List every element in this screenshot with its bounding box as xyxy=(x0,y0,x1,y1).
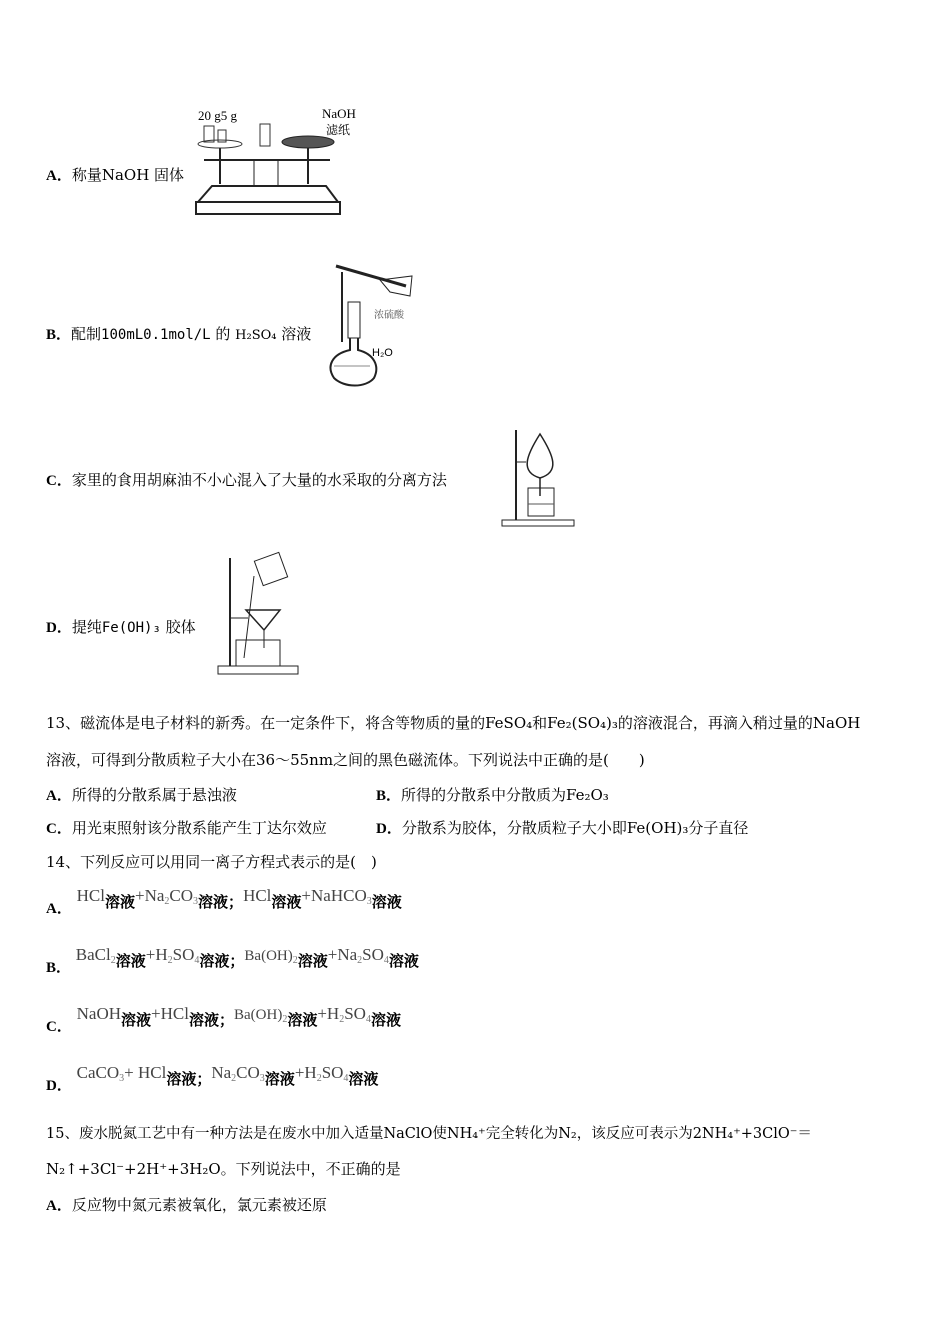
reactant: $Ba(OH)_2$ xyxy=(244,948,298,966)
option-label: A． xyxy=(46,1198,72,1214)
option-c-row xyxy=(46,469,447,490)
q14-option-a xyxy=(46,886,402,918)
solution-word: 溶液 xyxy=(271,893,302,911)
option-label: C． xyxy=(46,1019,72,1035)
reactant: $Ba(OH)_2$ xyxy=(234,1007,288,1025)
volumetric-flask-figure xyxy=(320,262,420,392)
option-text: 用光束照射该分散系能产生丁达尔效应 xyxy=(71,819,327,837)
solution-word: 溶液 xyxy=(370,1011,401,1029)
question-13-stem-line1: 13、磁流体是电子材料的新秀。在一定条件下，将含等物质的量的FeSO₄和Fe₂(SO₄)₃的溶液混合，再滴入稍过量的NaOH xyxy=(46,714,861,732)
option-label: D． xyxy=(46,1078,72,1094)
acid-label: 浓硫酸 xyxy=(374,310,404,321)
question-14-stem: 14、下列反应可以用同一离子方程式表示的是( ) xyxy=(46,853,377,871)
question-15-stem-line2: N₂↑+3Cl⁻+2H⁺+3H₂O。下列说法中，不正确的是 xyxy=(46,1160,401,1178)
option-text: 反应物中氮元素被氧化，氯元素被还原 xyxy=(71,1196,327,1214)
option-label: A． xyxy=(46,168,72,184)
q13-option-b xyxy=(376,784,609,805)
filtration-figure xyxy=(214,548,304,676)
reactant: $+H_2SO_4$ xyxy=(317,1004,371,1025)
solution-word: 溶液 xyxy=(104,893,135,911)
reactant: HCl xyxy=(76,886,105,905)
q14-option-d xyxy=(46,1063,378,1095)
reactant: CaCO$_3$ xyxy=(76,1063,125,1084)
solution-word: 溶液 xyxy=(297,952,328,970)
option-b-row xyxy=(46,323,311,344)
option-a-row xyxy=(46,164,184,185)
q13-option-c xyxy=(46,817,327,838)
option-text: 提纯 xyxy=(71,618,102,636)
q15-option-a xyxy=(46,1194,327,1215)
reactant: + HCl xyxy=(124,1063,167,1082)
reactant: $+Na_2CO_3$ xyxy=(134,886,199,907)
option-text: 所得的分散系属于悬浊液 xyxy=(71,786,237,804)
option-label: B． xyxy=(376,788,402,804)
option-text: 称量NaOH 固体 xyxy=(71,166,185,184)
solution-word: 溶液 xyxy=(371,893,402,911)
solution-word: 溶液 xyxy=(198,893,229,911)
reactant: NaOH xyxy=(76,1004,122,1023)
option-label: A． xyxy=(46,901,72,917)
option-text: 所得的分散系中分散质为Fe₂O₃ xyxy=(401,786,609,804)
formula: Fe(OH)₃ xyxy=(101,620,161,636)
reactant: $+H_2SO_4$ xyxy=(294,1063,349,1084)
solution-word: 溶液 xyxy=(264,1070,295,1088)
question-13-stem-line2: 溶液，可得到分散质粒子大小在36～55nm之间的黑色磁流体。下列说法中正确的是( ) xyxy=(46,751,645,769)
weights-label: 20 g5 g xyxy=(198,108,237,123)
reactant: $Na_2CO_3$ xyxy=(211,1063,265,1084)
naoh-label: NaOH xyxy=(322,106,356,121)
solution-word: 溶液 xyxy=(166,1070,197,1088)
solution-word: 溶液 xyxy=(115,952,146,970)
option-label: C． xyxy=(46,821,72,837)
reactant: +NaHCO$_3$ xyxy=(301,886,372,907)
solution-word: 溶液 xyxy=(188,1011,219,1029)
option-label: A． xyxy=(46,788,72,804)
option-label: B． xyxy=(46,960,72,976)
solution-word: 溶液 xyxy=(121,1011,152,1029)
solution-word: 溶液 xyxy=(287,1011,318,1029)
solution-word: 溶液 xyxy=(199,952,230,970)
option-text: 家里的食用胡麻油不小心混入了大量的水采取的分离方法 xyxy=(71,471,447,489)
option-d-row xyxy=(46,616,196,637)
option-label: C． xyxy=(46,473,72,489)
semicolon: ； xyxy=(196,1070,212,1088)
option-label: B． xyxy=(46,327,72,343)
reactant: $+Na_2SO_4$ xyxy=(327,945,389,966)
q14-option-b xyxy=(46,945,419,977)
option-text: 配制 xyxy=(71,325,102,343)
reactant: HCl xyxy=(243,886,272,905)
option-label: D． xyxy=(46,620,72,636)
concentration-text: 100mL0.1mol/L xyxy=(101,327,211,343)
solution-word: 溶液 xyxy=(388,952,419,970)
separatory-funnel-figure xyxy=(500,426,580,530)
option-text: 胶体 xyxy=(160,618,196,636)
semicolon: ； xyxy=(229,952,245,970)
formula: H₂SO₄ xyxy=(235,328,277,343)
q13-option-a xyxy=(46,784,237,805)
solution-word: 溶液 xyxy=(348,1070,379,1088)
reactant: +HCl xyxy=(151,1004,189,1023)
semicolon: ； xyxy=(218,1011,234,1029)
semicolon: ； xyxy=(228,893,244,911)
option-text: 分散系为胶体，分散质粒子大小即Fe(OH)₃分子直径 xyxy=(401,819,749,837)
option-label: D． xyxy=(376,821,402,837)
reactant: $+H_2SO_4$ xyxy=(145,945,200,966)
option-text: 的 xyxy=(210,325,236,343)
option-text: 溶液 xyxy=(276,325,312,343)
paper-label: 滤纸 xyxy=(326,123,351,137)
reactant: BaCl$_2$ xyxy=(75,945,116,966)
question-15-stem-line1: 15、废水脱氮工艺中有一种方法是在废水中加入适量NaClO使NH₄⁺完全转化为N₂，该反应可表示为2NH₄⁺+3ClO⁻＝ xyxy=(46,1126,812,1142)
q13-option-d xyxy=(376,817,748,838)
balance-figure xyxy=(190,104,370,218)
water-label: H₂O xyxy=(372,347,393,359)
q14-option-c xyxy=(46,1004,401,1036)
